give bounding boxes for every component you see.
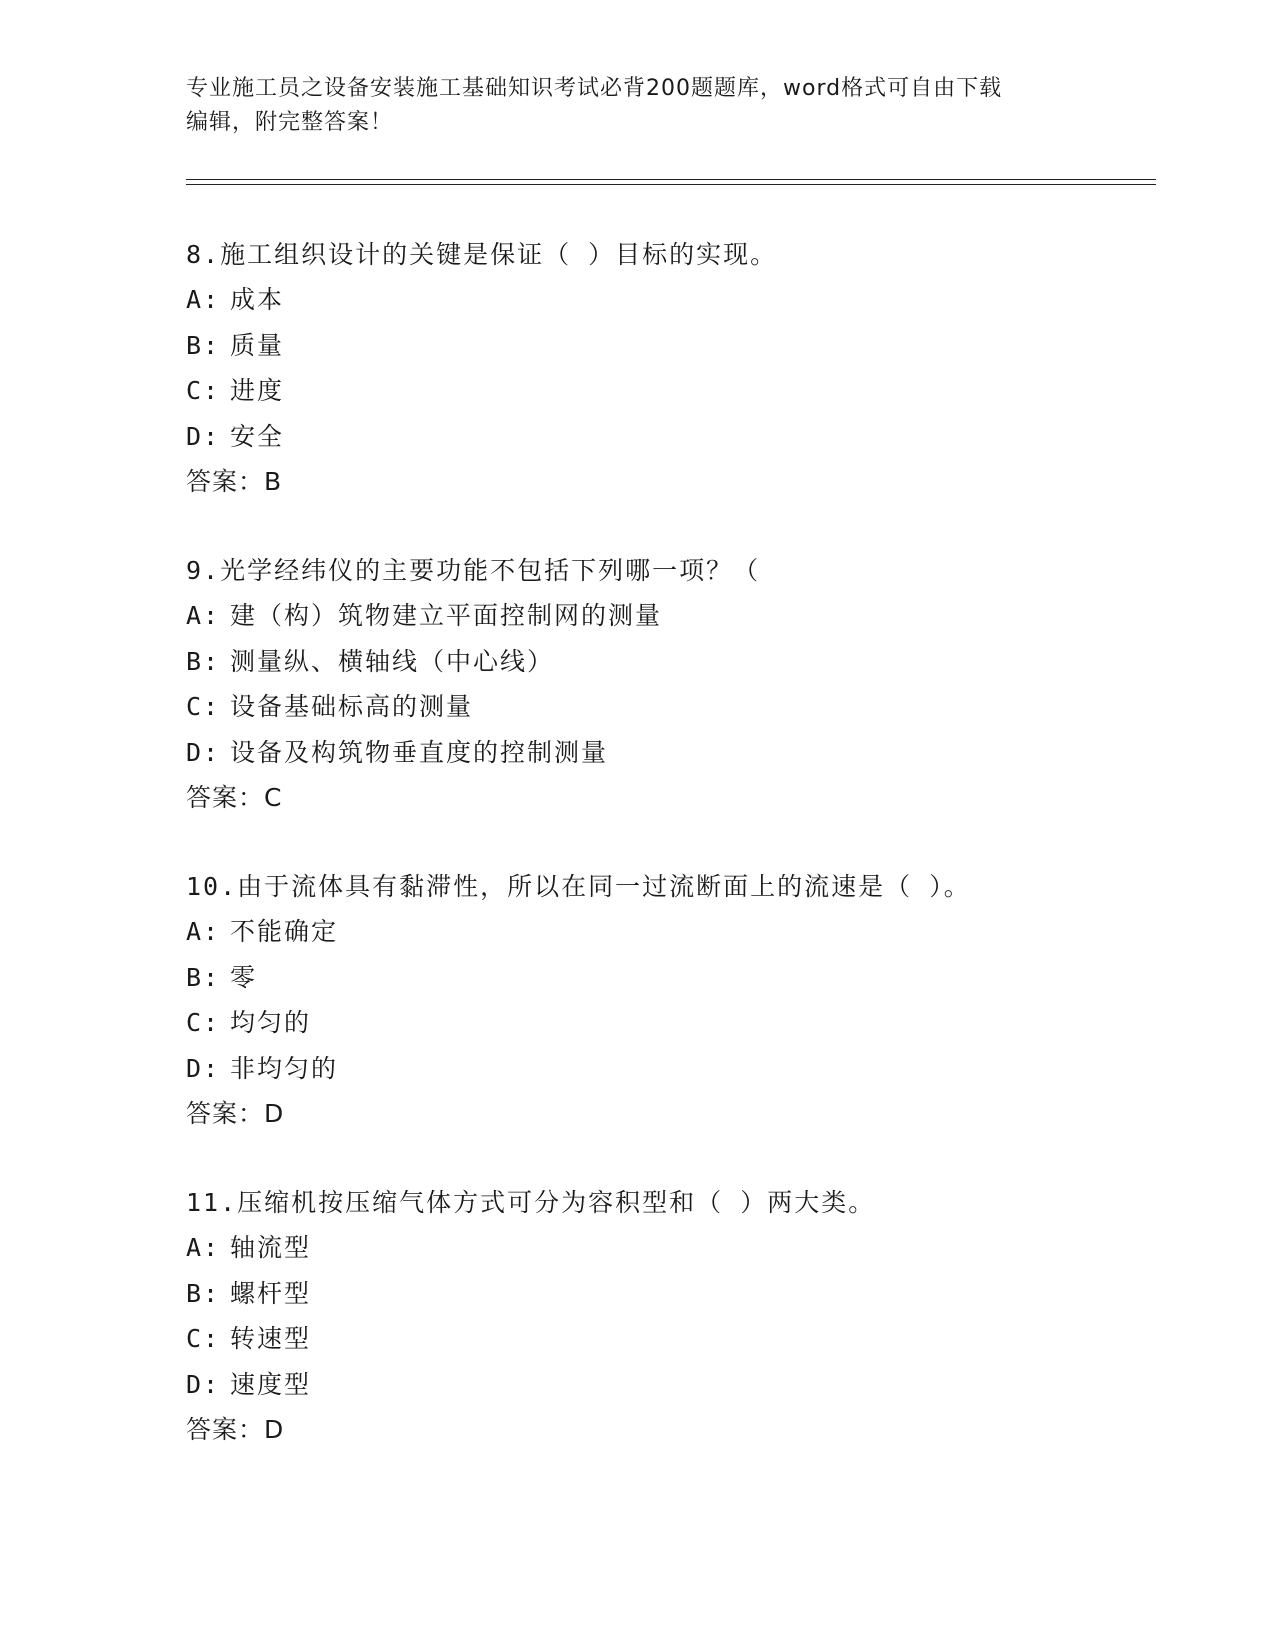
option-b xyxy=(186,955,1186,1001)
option-text: 建（构）筑物建立平面控制网的测量 xyxy=(230,601,663,630)
option-text: 轴流型 xyxy=(230,1233,312,1262)
answer: 答案：D xyxy=(186,1415,285,1444)
header-line-1: 专业施工员之设备安装施工基础知识考试必背200题题库，word格式可自由下载 xyxy=(186,76,1003,101)
option-key: D: xyxy=(186,421,221,451)
document-header xyxy=(186,72,1086,140)
option-text: 转速型 xyxy=(230,1324,312,1353)
option-key: A: xyxy=(186,285,221,314)
option-b xyxy=(186,323,1186,369)
option-text: 测量纵、横轴线（中心线） xyxy=(230,646,555,676)
header-divider-top xyxy=(186,179,1156,180)
option-text: 进度 xyxy=(230,376,285,405)
question-stem: 8.施工组织设计的关键是保证（ ）目标的实现。 xyxy=(186,240,778,269)
option-text: 安全 xyxy=(230,421,285,451)
option-c xyxy=(186,684,1186,730)
option-d xyxy=(186,1362,1186,1408)
option-text: 均匀的 xyxy=(230,1008,312,1037)
option-b xyxy=(186,639,1186,685)
option-c xyxy=(186,1000,1186,1046)
option-text: 设备基础标高的测量 xyxy=(230,692,474,721)
answer: 答案：D xyxy=(186,1099,285,1128)
option-text: 零 xyxy=(230,962,258,992)
option-key: B: xyxy=(186,962,221,992)
option-d xyxy=(186,414,1186,460)
option-key: B: xyxy=(186,1278,221,1308)
answer: 答案：B xyxy=(186,467,283,496)
question-11 xyxy=(186,1180,1186,1452)
header-divider-bottom xyxy=(186,184,1156,185)
option-key: C: xyxy=(186,1008,221,1037)
option-a xyxy=(186,277,1186,323)
question-10 xyxy=(186,864,1186,1136)
question-9 xyxy=(186,548,1186,820)
option-key: B: xyxy=(186,646,221,676)
question-stem: 10.由于流体具有黏滞性，所以在同一过流断面上的流速是（ ）。 xyxy=(186,872,971,901)
option-key: A: xyxy=(186,917,221,946)
option-a xyxy=(186,1225,1186,1271)
option-text: 质量 xyxy=(230,330,285,360)
option-b xyxy=(186,1271,1186,1317)
option-c xyxy=(186,368,1186,414)
option-key: A: xyxy=(186,1233,221,1262)
question-stem: 9.光学经纬仪的主要功能不包括下列哪一项？（ xyxy=(186,556,761,585)
option-text: 不能确定 xyxy=(230,917,339,946)
option-d xyxy=(186,730,1186,776)
option-key: D: xyxy=(186,1369,221,1399)
option-a xyxy=(186,593,1186,639)
option-key: D: xyxy=(186,1053,221,1083)
option-text: 非均匀的 xyxy=(230,1053,339,1083)
question-8 xyxy=(186,232,1186,504)
option-key: B: xyxy=(186,330,221,360)
option-text: 设备及构筑物垂直度的控制测量 xyxy=(230,737,609,767)
option-key: C: xyxy=(186,376,221,405)
header-line-2: 编辑，附完整答案！ xyxy=(186,110,394,135)
option-key: C: xyxy=(186,692,221,721)
answer: 答案：C xyxy=(186,783,283,812)
option-text: 成本 xyxy=(230,285,285,314)
option-c xyxy=(186,1316,1186,1362)
option-d xyxy=(186,1046,1186,1092)
option-a xyxy=(186,909,1186,955)
option-key: D: xyxy=(186,737,221,767)
question-stem: 11.压缩机按压缩气体方式可分为容积型和（ ）两大类。 xyxy=(186,1188,876,1217)
option-text: 螺杆型 xyxy=(230,1278,312,1308)
option-text: 速度型 xyxy=(230,1369,312,1399)
option-key: C: xyxy=(186,1324,221,1353)
option-key: A: xyxy=(186,601,221,630)
